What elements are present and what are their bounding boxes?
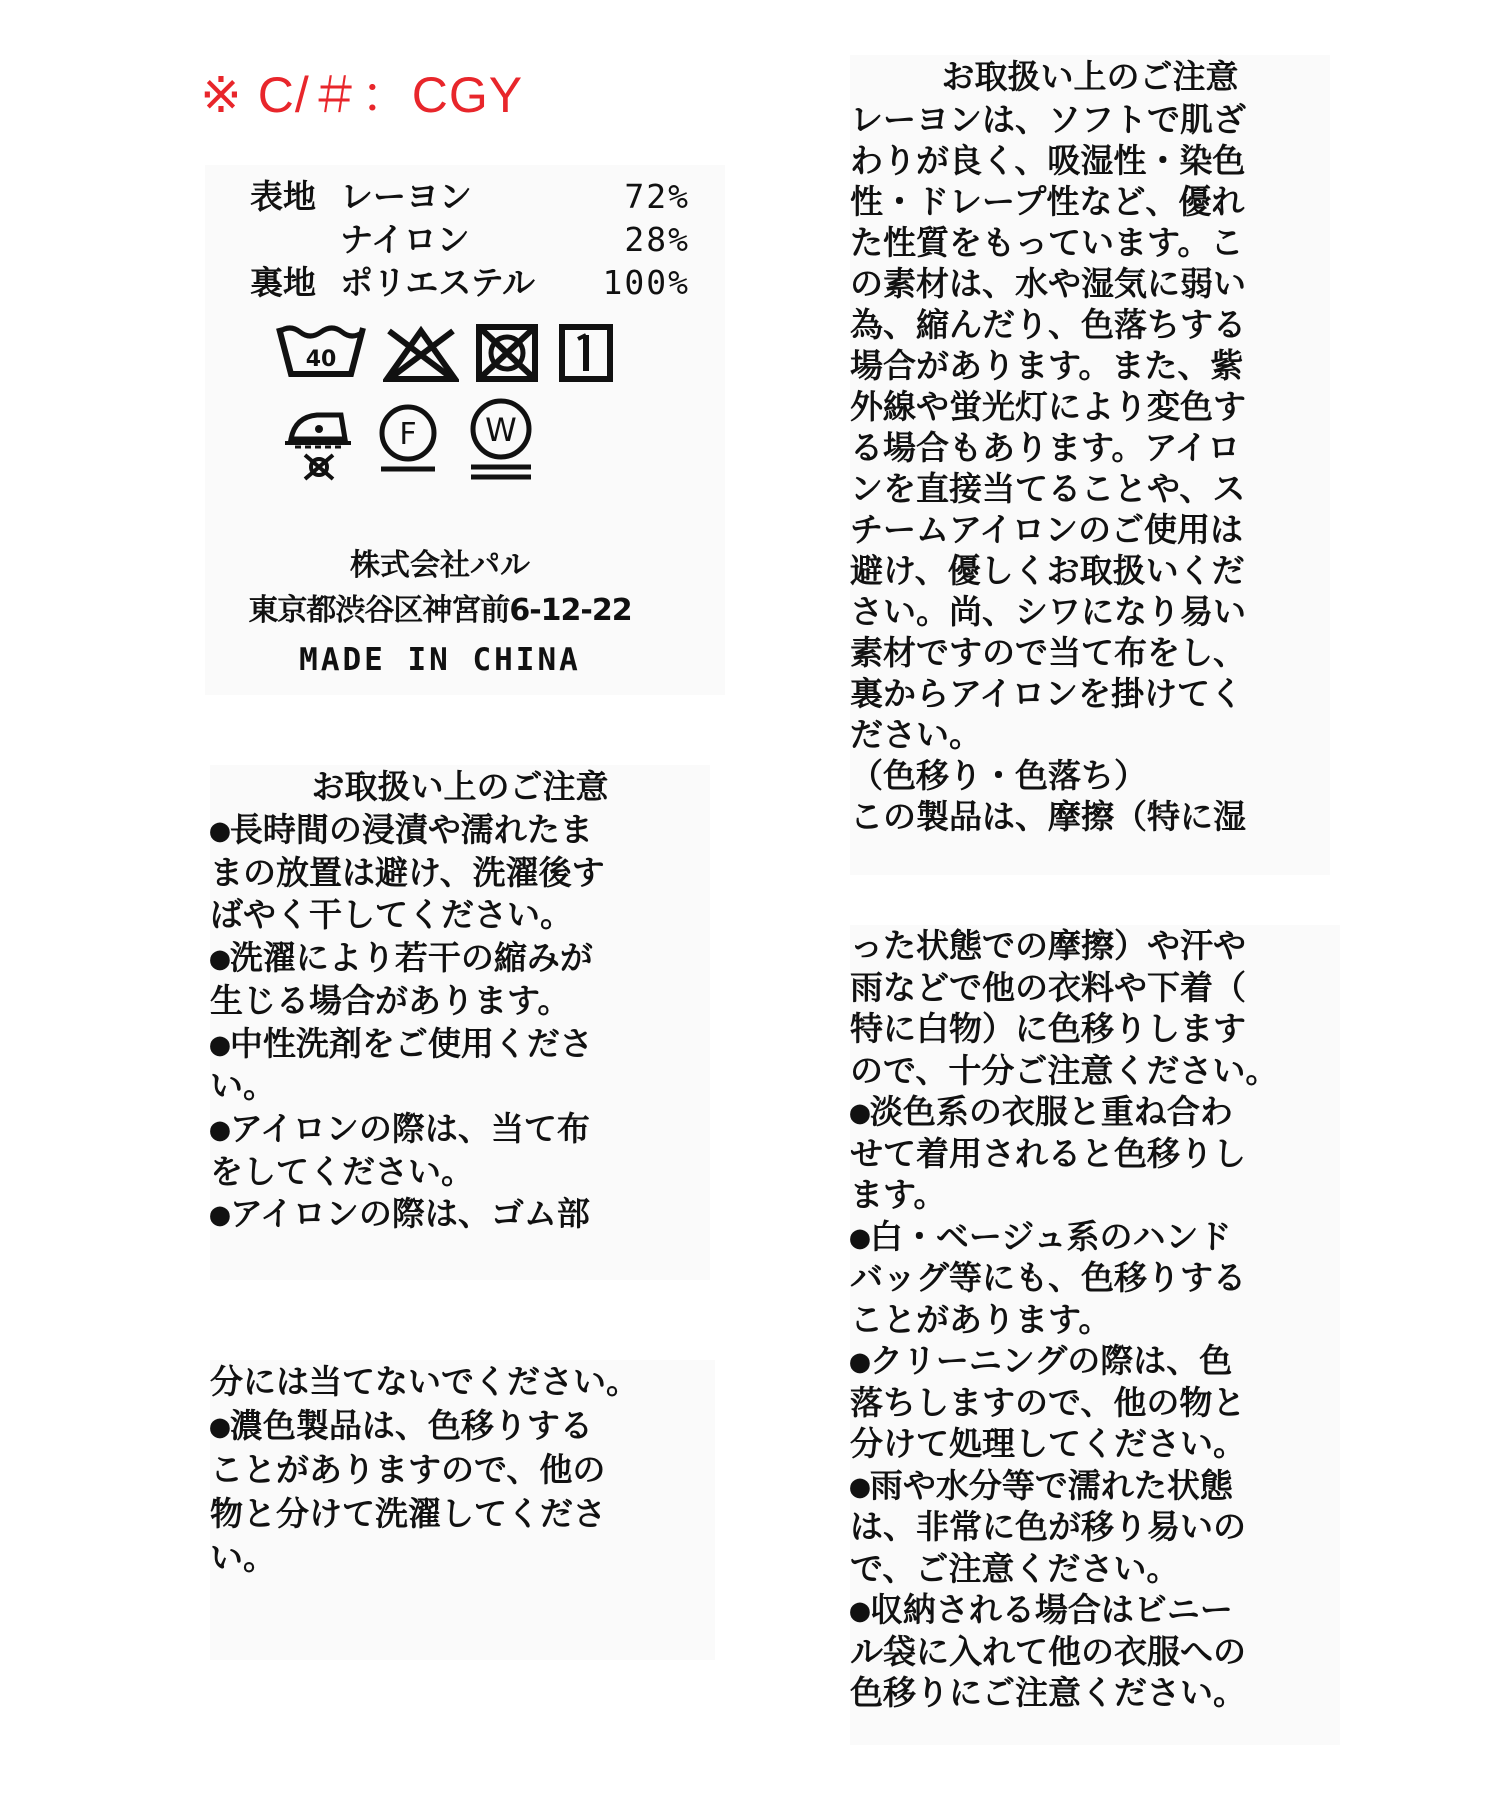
care-notes-title: お取扱い上のご注意 (941, 57, 1239, 96)
composition-row (250, 177, 690, 217)
company-address: 東京都渋谷区神宮前6-12-22 (248, 593, 632, 628)
composition-part: 表地 (250, 177, 316, 216)
dry-clean-petroleum-icon (373, 403, 443, 483)
composition-material: ナイロン (340, 220, 470, 259)
wet-clean-icon (463, 397, 539, 487)
wet-clean-letter: W (485, 411, 517, 449)
color-code-label: ※ C/＃：CGY (200, 67, 524, 123)
care-notes-body: レーヨンは、ソフトで肌ざ わりが良く、吸湿性・染色 性・ドレープ性など、優れ た性質をもっています。こ の素材は、水や湿気に弱い 為、縮んだり、色落ちする 場合があります。また、紫 外線や蛍光灯により変色す る場合もあります。アイロ ンを直接当てることや、ス チームアイロンのご使用は 避け、優しくお取扱いくだ さい。尚、シワになり易い 素材ですので当て布をし、 裏からアイロンを掛けてく ださい。 （色移り・色落ち） この製品は、摩擦（特に湿 (850, 100, 1246, 836)
composition-percent: 100% (602, 263, 690, 302)
composition-part: 裏地 (250, 263, 316, 302)
composition-row (250, 263, 690, 303)
care-notes-right-1 (850, 55, 1330, 875)
country-of-origin: MADE IN CHINA (299, 642, 581, 678)
hand-wash-40-icon (275, 320, 367, 382)
care-notes-body: ●長時間の浸漬や濡れたま まの放置は避け、洗濯後す ばやく干してください。 ●洗濯により若干の縮みが 生じる場合があります。 ●中性洗剤をご使用くださ い。 ●アイロンの際は、当て布 をしてください。 ●アイロンの際は、ゴム部 (210, 810, 605, 1234)
composition-material: ポリエステル (340, 263, 536, 302)
care-notes-left-1 (210, 765, 710, 1280)
do-not-bleach-icon (383, 325, 459, 383)
composition-percent: 72% (624, 177, 690, 216)
care-notes-left-2 (210, 1360, 715, 1660)
care-notes-body: 分には当てないでください。 ●濃色製品は、色移りする ことがありますので、他の 物と分けて洗濯してくださ い。 (210, 1362, 639, 1577)
composition-material: レーヨン (340, 177, 472, 216)
composition-row (250, 220, 690, 260)
care-notes-title: お取扱い上のご注意 (311, 767, 609, 806)
iron-low-temp-icon (285, 405, 355, 483)
care-notes-right-2 (850, 925, 1340, 1745)
composition-percent: 28% (624, 220, 690, 259)
composition-label (205, 165, 725, 695)
do-not-tumble-dry-icon (475, 323, 539, 383)
care-notes-body: った状態での摩擦）や汗や 雨などで他の衣料や下着（ 特に白物）に色移りします ので、十分ご注意ください。 ●淡色系の衣服と重ね合わ せて着用されると色移りし ます。 ●白・ベージュ系のハンド バッグ等にも、色移りする ことがあります。 ●クリーニングの際は、色 落ちしますので、他の物と 分けて処理してください。 ●雨や水分等で濡れた状態 は、非常に色が移り易いの で、ご注意ください。 ●収納される場合はビニー ル袋に入れて他の衣服への 色移りにご注意ください。 (850, 926, 1279, 1712)
wash-temp-label: 40 (305, 347, 337, 372)
drip-dry-icon (558, 323, 614, 383)
company-name: 株式会社パル (350, 548, 530, 583)
dry-clean-letter: F (399, 417, 417, 452)
